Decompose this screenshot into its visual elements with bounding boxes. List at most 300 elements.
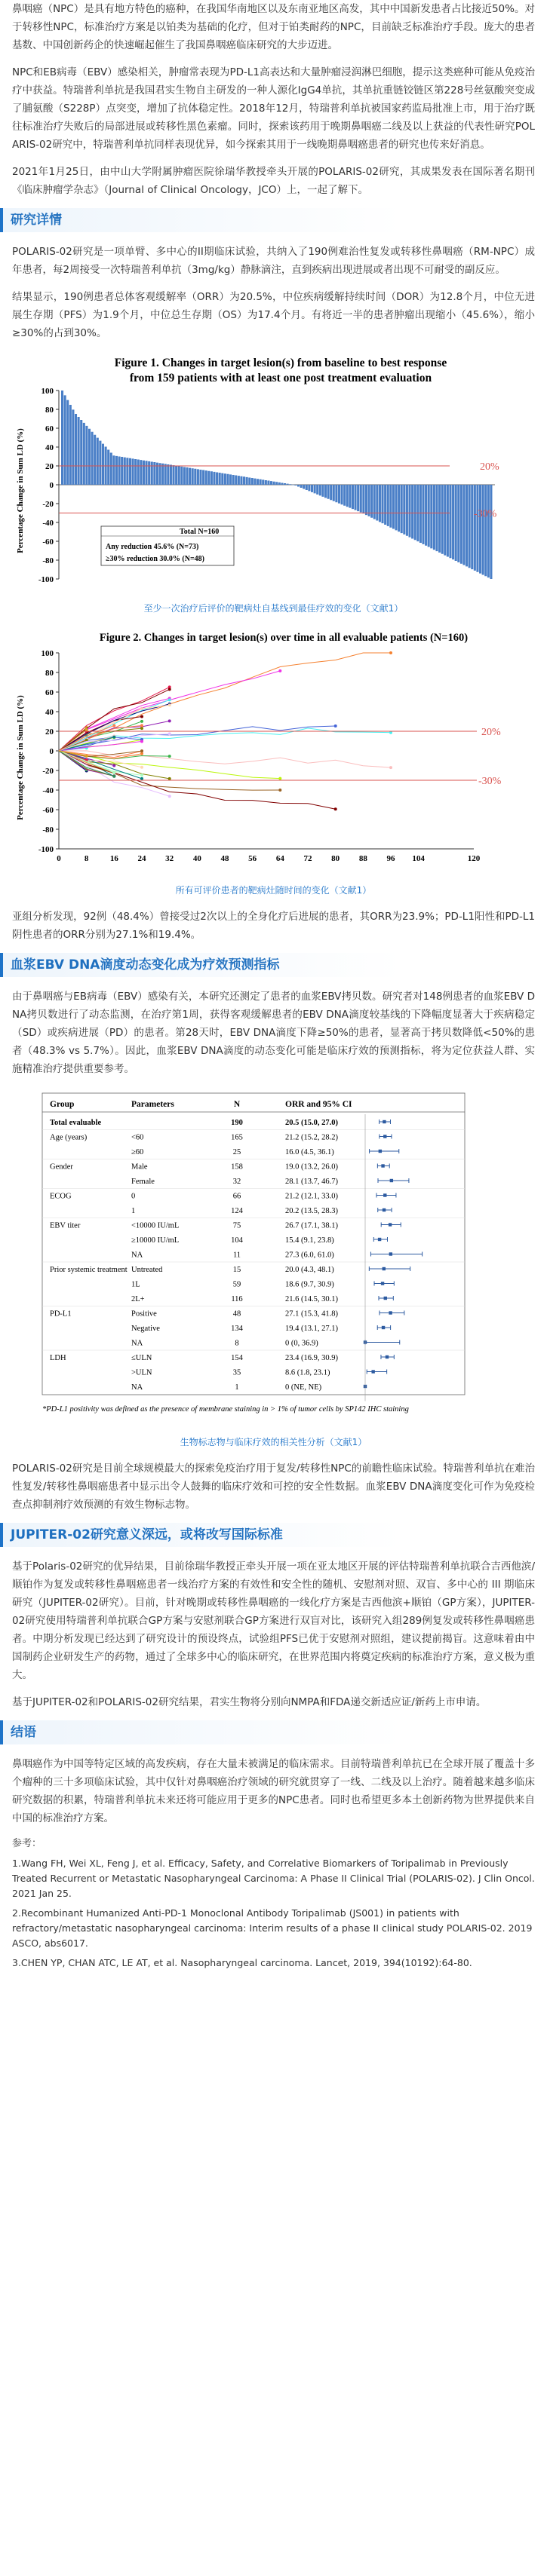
trajectory-point: [334, 724, 337, 727]
waterfall-bar: [373, 485, 376, 519]
waterfall-bar: [110, 453, 112, 485]
waterfall-bar: [248, 478, 250, 485]
row-parameter: NA: [131, 1383, 143, 1392]
trajectory-point: [140, 727, 143, 730]
waterfall-bar: [408, 485, 410, 538]
waterfall-bar: [134, 459, 137, 485]
waterfall-bar: [382, 485, 384, 523]
estimate-point: [383, 1120, 386, 1123]
waterfall-bar: [226, 474, 229, 485]
paragraph: 结果显示，190例患者总体客观缓解率（ORR）为20.5%，中位疾病缓解持续时间（DOR）为12.8个月，中位无进展生存期（PFS）为1.9个月，中位总生存期（OS）为17.4个月。有将近一半的患者肿瘤出现缩小（45.6%），缩小≥30%的占到30%。: [12, 291, 535, 339]
table-footnote: *PD-L1 positivity was defined as the presence of membrane staining in > 1% of tumor cells by SP142 IHC staining: [42, 1405, 409, 1414]
trajectory-point: [168, 703, 171, 706]
y-tick-label: -20: [42, 500, 54, 509]
patient-trajectory: [59, 671, 280, 751]
y-tick-label: -100: [38, 845, 54, 854]
estimate-point: [389, 1223, 392, 1226]
waterfall-bar: [61, 391, 63, 485]
waterfall-bar: [278, 482, 281, 485]
y-tick-label: -80: [42, 556, 54, 565]
waterfall-bar: [267, 481, 269, 485]
figure-2-spider: [12, 626, 535, 881]
trajectory-point: [140, 777, 143, 780]
waterfall-bar: [161, 464, 164, 485]
row-orr: 26.7 (17.1, 38.1): [285, 1221, 338, 1230]
trajectory-point: [334, 807, 337, 810]
table-head-n: N: [233, 1100, 241, 1109]
waterfall-bar: [107, 450, 109, 485]
trajectory-point: [140, 773, 143, 776]
waterfall-bar: [360, 485, 362, 513]
row-group: Total evaluable: [50, 1119, 102, 1127]
row-group: LDH: [50, 1354, 66, 1362]
intro-paragraph: 鼻咽癌（NPC）是具有地方特色的癌种，在我国华南地区以及东南亚地区高发，其中中国新发患者占比接近50%。对于转移性NPC，标准治疗方案是以铂类为基础的化疗，但对于铂类耐药的NPC，目前缺乏标准治疗手段。庞大的患者基数、中国创新药企的快速崛起催生了我国鼻咽癌临床研究的大步迈进。: [12, 3, 535, 51]
estimate-point: [386, 1355, 389, 1358]
waterfall-bar: [88, 429, 91, 485]
row-n: 124: [231, 1207, 243, 1215]
waterfall-bar: [343, 485, 346, 506]
row-parameter: <10000 IU/mL: [131, 1221, 180, 1230]
table-rows: [42, 1119, 465, 1392]
estimate-point: [383, 1267, 386, 1270]
row-parameter: 1: [131, 1207, 136, 1215]
waterfall-bar: [194, 469, 196, 485]
waterfall-bar: [221, 473, 223, 485]
waterfall-bar: [213, 472, 215, 485]
waterfall-bar: [260, 479, 262, 485]
waterfall-bar: [251, 478, 254, 485]
waterfall-bar: [167, 464, 169, 485]
waterfall-bar: [471, 485, 473, 569]
row-orr: 28.1 (13.7, 46.7): [285, 1178, 338, 1186]
waterfall-bar: [148, 461, 150, 485]
x-tick-label: 120: [467, 854, 481, 863]
waterfall-bar: [235, 476, 237, 485]
paragraph: 基于JUPITER-02和POLARIS-02研究结果，君实生物将分别向NMPA和FDA递交新适应证/新药上市申请。: [12, 1696, 487, 1708]
section-heading-conclusion: 结语: [0, 1720, 535, 1744]
x-tick-label: 48: [220, 854, 229, 863]
row-orr: 27.3 (6.0, 61.0): [285, 1251, 334, 1260]
waterfall-bar: [124, 458, 126, 485]
waterfall-bar: [238, 476, 240, 485]
waterfall-bar: [75, 414, 77, 485]
row-n: 15: [232, 1266, 241, 1274]
y-axis-label: Percentage Change in Sum LD (%): [16, 695, 25, 820]
waterfall-bar: [129, 458, 131, 485]
waterfall-bar: [170, 465, 172, 485]
waterfall-bar: [419, 485, 422, 543]
waterfall-bar: [146, 461, 148, 485]
forest-plot: [12, 1087, 535, 1426]
row-parameter: NA: [131, 1251, 143, 1260]
y-tick-label: -80: [42, 825, 54, 835]
waterfall-bar: [460, 485, 462, 564]
waterfall-bar: [91, 432, 94, 485]
waterfall-bar: [132, 458, 134, 485]
figure-caption: 至少一次治疗后评价的靶病灶自基线到最佳疗效的变化（文献1）: [143, 603, 404, 614]
waterfall-bar: [243, 476, 245, 485]
waterfall-bar: [462, 485, 465, 565]
estimate-point: [383, 1193, 386, 1196]
waterfall-bar: [403, 485, 405, 534]
reference-label-minus30: -30%: [474, 508, 497, 520]
trajectory-point: [389, 766, 392, 769]
waterfall-bar: [314, 485, 316, 493]
waterfall-bar: [140, 460, 142, 485]
row-n: 8: [235, 1339, 239, 1348]
waterfall-bar: [72, 409, 74, 485]
estimate-point: [382, 1326, 385, 1329]
paragraph: 由于鼻咽癌与EB病毒（EBV）感染有关，本研究还测定了患者的血浆EBV拷贝数。研究者对148例患者的血浆EBV DNA拷贝数进行了动态监测，在治疗第1周，获得客观缓解患者的EBV DNA滴度较基线的下降幅度显著大于疾病稳定（SD）或疾病进展（PD）的患者。第28天时，EBV DNA滴度下降≥50%的患者，显著高于拷贝数降低<50%的患者（48.3% vs 5.7%）。因此，血浆EBV DNA滴度的动态变化可能是临床疗效的预测指标，将为定位获益人群、实施精准治疗提供重要参考。: [12, 991, 535, 1075]
waterfall-bar: [281, 483, 283, 485]
waterfall-bar: [232, 475, 235, 485]
estimate-point: [384, 1297, 387, 1300]
y-tick-label: 20: [45, 727, 54, 737]
waterfall-bar: [346, 485, 349, 507]
trajectory-point: [140, 740, 143, 743]
waterfall-bar: [270, 481, 272, 485]
y-tick-label: 100: [41, 649, 54, 658]
estimate-point: [379, 1150, 382, 1153]
waterfall-bar: [192, 468, 194, 485]
row-parameter: 2L+: [131, 1295, 145, 1303]
waterfall-bar: [257, 479, 259, 485]
paragraph: 亚组分析发现，92例（48.4%）曾接受过2次以上的全身化疗后进展的患者，其ORR为23.9%；PD-L1阳性和PD-L1阴性患者的ORR分别为27.1%和19.4%。: [12, 911, 535, 941]
waterfall-bar: [376, 485, 378, 521]
legend-box: [101, 526, 234, 565]
waterfall-bar: [80, 420, 82, 485]
row-n: 66: [232, 1192, 241, 1201]
waterfall-bar: [387, 485, 389, 526]
row-n: 154: [231, 1354, 243, 1362]
row-parameter: ≥10000 IU/mL: [131, 1236, 180, 1245]
row-orr: 21.2 (12.1, 33.0): [285, 1192, 338, 1201]
waterfall-bar: [151, 462, 153, 485]
reference-item: 1.Wang FH, Wei XL, Feng J, et al. Efficacy, Safety, and Correlative Biomarkers of Toripalimab in Previously Treated Recurrent or Metastatic Nasopharyngeal Carcinoma: A Phase II Clinical Trial (POLARIS-02). J Clin Oncol. 2021 Jan 25.: [12, 1858, 535, 1899]
waterfall-bar: [327, 485, 330, 499]
waterfall-bar: [452, 485, 454, 559]
row-parameter: ≤ULN: [131, 1354, 152, 1362]
row-parameter: NA: [131, 1339, 143, 1348]
trajectory-point: [85, 755, 88, 758]
row-parameter: >ULN: [131, 1368, 152, 1377]
row-n: 165: [231, 1133, 243, 1142]
waterfall-bar: [352, 485, 354, 509]
table-head-orr: ORR and 95% CI: [285, 1100, 352, 1109]
row-orr: 21.6 (14.5, 30.1): [285, 1295, 338, 1303]
figure-caption: 所有可评价患者的靶病灶随时间的变化（文献1）: [175, 885, 372, 896]
row-group: Gender: [50, 1162, 73, 1172]
y-tick-label: -40: [42, 786, 54, 795]
waterfall-bar: [362, 485, 364, 513]
x-tick-label: 72: [303, 854, 312, 863]
row-orr: 19.4 (13.1, 27.1): [285, 1325, 338, 1333]
row-parameter: ≥60: [131, 1148, 144, 1156]
y-tick-label: 40: [45, 443, 54, 452]
waterfall-bar: [85, 426, 88, 485]
x-tick-label: 24: [137, 854, 146, 863]
y-tick-label: 100: [41, 387, 54, 396]
waterfall-bar: [316, 485, 318, 495]
trajectory-point: [278, 777, 281, 780]
waterfall-bar: [202, 470, 204, 485]
waterfall-bar: [219, 473, 221, 485]
row-parameter: Positive: [131, 1309, 157, 1319]
waterfall-bar: [428, 485, 430, 547]
estimate-point: [381, 1164, 384, 1167]
trajectory-point: [112, 736, 115, 739]
paragraph: POLARIS-02研究是目前全球规模最大的探索免疫治疗用于复发/转移性NPC的前瞻性临床试验。特瑞普利单抗在难治性复发/转移性鼻咽癌患者中显示出令人鼓舞的临床疗效和可控的安全性数据。血浆EBV DNA滴度变化可作为免疫检查点抑制剂疗效预测的有效生物标志物。: [12, 1463, 535, 1511]
waterfall-bar: [355, 485, 357, 510]
waterfall-bar: [430, 485, 432, 548]
waterfall-bar: [389, 485, 392, 528]
waterfall-bar: [97, 438, 99, 485]
waterfall-bar: [254, 479, 256, 485]
waterfall-bar: [330, 485, 332, 500]
spider-chart: [12, 626, 535, 874]
waterfall-bar: [143, 461, 145, 485]
row-orr: 20.5 (15.0, 27.0): [285, 1119, 338, 1127]
reference-item: 3.CHEN YP, CHAN ATC, LE AT, et al. Nasopharyngeal carcinoma. Lancet, 2019, 394(10192):64-80.: [12, 1957, 472, 1968]
table-frame: [42, 1093, 465, 1395]
waterfall-bar: [338, 485, 340, 504]
waterfall-bar: [422, 485, 424, 544]
row-parameter: Negative: [131, 1325, 160, 1333]
waterfall-bar: [441, 485, 444, 554]
row-n: 190: [231, 1119, 243, 1127]
trajectory-point: [140, 749, 143, 752]
waterfall-bar: [137, 460, 140, 485]
table-head-group: Group: [50, 1100, 75, 1109]
waterfall-bar: [199, 470, 201, 485]
waterfall-bar: [438, 485, 441, 553]
patient-trajectory: [59, 653, 391, 751]
row-n: 1: [235, 1383, 239, 1392]
references-title: 参考：: [12, 1838, 42, 1849]
waterfall-bar: [321, 485, 324, 497]
waterfall-bar: [401, 485, 403, 533]
waterfall-bar: [284, 483, 286, 485]
row-orr: 0 (NE, NE): [285, 1383, 322, 1392]
estimate-point: [390, 1179, 393, 1182]
estimate-point: [383, 1208, 386, 1211]
y-tick-label: -60: [42, 806, 54, 815]
waterfall-bar: [425, 485, 427, 546]
patient-trajectory: [59, 751, 391, 767]
row-n: 48: [232, 1309, 241, 1319]
y-tick-label: 20: [45, 462, 54, 471]
legend-total: Total N=160: [180, 528, 220, 536]
row-n: 59: [232, 1280, 241, 1289]
trajectory-point: [112, 724, 115, 727]
waterfall-bar: [186, 467, 188, 485]
waterfall-bar: [414, 485, 416, 540]
waterfall-bar: [164, 464, 167, 485]
trajectory-point: [168, 777, 171, 780]
waterfall-bar: [368, 485, 370, 516]
estimate-point: [371, 1370, 374, 1373]
waterfall-bar: [224, 473, 226, 485]
trajectory-point: [140, 715, 143, 718]
estimate-point: [389, 1311, 392, 1314]
x-tick-label: 40: [192, 854, 201, 863]
row-parameter: Female: [131, 1178, 155, 1186]
section-heading-study-details: 研究详情: [0, 208, 535, 232]
waterfall-bar: [379, 485, 381, 522]
waterfall-bar: [205, 470, 207, 485]
waterfall-bar: [69, 405, 72, 485]
trajectory-point: [168, 698, 171, 701]
trajectory-point: [278, 669, 281, 672]
waterfall-bar: [66, 400, 69, 485]
waterfall-bar: [476, 485, 478, 572]
y-tick-label: 80: [45, 669, 54, 678]
y-tick-label: -40: [42, 519, 54, 528]
paragraph: 鼻咽癌作为中国等特定区域的高发疾病，存在大量未被满足的临床需求。目前特瑞普利单抗已在全球开展了覆盖十多个瘤种的三十多项临床试验，其中仅针对鼻咽癌治疗领域的研究就贯穿了一线、二线及以上治疗。随着越来越多临床研究数据的积累，特瑞普利单抗未来还将可能应用于更多的NPC患者。同时也希望更多本土创新药物为世界提供来自中国的标准治疗方案。: [12, 1758, 535, 1824]
waterfall-bar: [173, 465, 175, 485]
y-tick-label: 0: [49, 747, 54, 756]
waterfall-bar: [392, 485, 395, 529]
x-tick-label: 56: [248, 854, 257, 863]
y-tick-label: -60: [42, 538, 54, 547]
waterfall-bar: [115, 456, 118, 485]
row-orr: 20.0 (4.3, 48.1): [285, 1266, 334, 1274]
figure-1-waterfall: [12, 351, 535, 599]
paragraph: 基于Polaris-02研究的优异结果，目前徐瑞华教授正牵头开展一项在亚太地区开展的评估特瑞普利单抗联合吉西他滨/顺铂作为复发或转移性鼻咽癌患者一线治疗方案的有效性和安全性的随机、安慰剂对照、双盲、多中心的 III 期临床研究（JUPITER-02研究）。目前，针对晚期或转移性鼻咽癌的一线化疗方案是吉西他滨+顺铂（GP方案），JUPITER-02研究使用特瑞普利单抗联合GP方案与安慰剂联合GP方案进行双盲对比，该研究入组289例复发或转移性鼻咽癌患者。中期分析发现已经达到了研究设计的预设终点，试验组PFS已优于安慰剂对照组，建议提前揭盲。这意味着由中国制药企业研发生产的药物，通过了全球多中心的临床研究，在世界范围内将奠定疾病的标准治疗方案，意义极为重大。: [12, 1561, 535, 1681]
waterfall-bar: [289, 484, 291, 485]
y-tick-label: 40: [45, 708, 54, 717]
y-tick-label: 80: [45, 406, 54, 415]
row-orr: 27.1 (15.3, 41.8): [285, 1309, 338, 1319]
trajectory-point: [140, 724, 143, 727]
reference-item: 2.Recombinant Humanized Anti-PD-1 Monoclonal Antibody Toripalimab (JS001) in patients with refractory/metastatic nasopharyngeal carcinoma: Interim results of a phase II clinical study POLARIS-02. 2019 ASCO, abs6017.: [12, 1907, 533, 1949]
reference-label-20: 20%: [481, 727, 501, 738]
waterfall-bar: [99, 441, 101, 485]
waterfall-bar: [474, 485, 476, 571]
references: [12, 1836, 535, 1971]
waterfall-bar: [487, 485, 490, 577]
waterfall-bar: [311, 485, 313, 492]
trajectory-point: [112, 771, 115, 774]
row-n: 116: [231, 1295, 243, 1303]
x-tick-label: 104: [412, 854, 425, 863]
section-heading-ebv: 血浆EBV DNA滴度动态变化成为疗效预测指标: [0, 953, 535, 977]
waterfall-bar: [333, 485, 335, 501]
intro: [12, 0, 535, 199]
waterfall-bar: [349, 485, 351, 508]
waterfall-bar: [447, 485, 449, 557]
row-orr: 21.2 (15.2, 28.2): [285, 1133, 338, 1142]
waterfall-bar: [484, 485, 487, 576]
waterfall-bar: [273, 482, 275, 485]
trajectory-point: [168, 688, 171, 691]
waterfall-bar: [365, 485, 367, 515]
row-n: 32: [232, 1178, 241, 1186]
waterfall-bar: [216, 473, 218, 485]
waterfall-bar: [469, 485, 471, 568]
waterfall-bar: [229, 474, 232, 485]
waterfall-bar: [384, 485, 386, 525]
trajectory-point: [140, 720, 143, 723]
row-orr: 20.2 (13.5, 28.3): [285, 1207, 338, 1215]
y-axis-label: Percentage Change in Sum LD (%): [16, 428, 25, 553]
estimate-point: [381, 1282, 384, 1285]
estimate-point: [378, 1238, 381, 1241]
waterfall-bar: [395, 485, 397, 530]
waterfall-bar: [306, 485, 308, 490]
chart-title: from 159 patients with at least one post treatment evaluation: [129, 372, 432, 384]
row-group: Age (years): [50, 1133, 88, 1142]
legend-any-reduction: Any reduction 45.6% (N=73): [106, 543, 199, 551]
waterfall-bar: [207, 471, 210, 485]
section-heading-jupiter: JUPITER-02研究意义深远，或将改写国际标准: [0, 1523, 535, 1547]
x-tick-label: 80: [331, 854, 340, 863]
waterfall-bar: [308, 485, 310, 491]
waterfall-bar: [324, 485, 327, 498]
row-group: Prior systemic treatment: [50, 1266, 128, 1274]
waterfall-bar: [246, 477, 248, 485]
waterfall-bar: [319, 485, 321, 495]
waterfall-bar: [433, 485, 435, 550]
paragraph: POLARIS-02研究是一项单臂、多中心的II期临床试验，共纳入了190例难治性复发或转移性鼻咽癌（RM-NPC）成年患者，每2周接受一次特瑞普利单抗（3mg/kg）静脉滴注，直到疾病出现进展或者出现不可耐受的副反应。: [12, 246, 535, 276]
intro-paragraph: NPC和EB病毒（EBV）感染相关，肿瘤常表现为PD-L1高表达和大量肿瘤浸润淋巴细胞，提示这类癌种可能从免疫治疗中获益。特瑞普利单抗是我国君实生物自主研发的一种人源化IgG4单抗，其单抗重链铰链区第228号丝氨酸突变成了脯氨酸（S228P）点突变，增加了抗体稳定性。2018年12月，特瑞普利单抗被国家药监局批准上市，用于治疗既往标准治疗失败后的局部进展或转移性黑色素瘤。同时，探索该药用于晚期鼻咽癌二线及以上获益的代表性研究POLARIS-02研究中，特瑞普利单抗同样表现优异，如今探索其用于一线晚期鼻咽癌患者的研究也传来好消息。: [12, 66, 535, 151]
y-tick-label: -100: [38, 575, 54, 584]
x-tick-label: 32: [165, 854, 174, 863]
chart-title: Figure 2. Changes in target lesion(s) over time in all evaluable patients (N=160): [99, 632, 469, 644]
row-n: 104: [231, 1236, 243, 1245]
waterfall-bar: [444, 485, 446, 556]
legend-30-reduction: ≥30% reduction 30.0% (N=48): [106, 555, 204, 563]
waterfall-bar: [64, 395, 66, 485]
figure-caption: 生物标志物与临床疗效的相关性分析（文献1）: [180, 1437, 367, 1447]
y-tick-label: 60: [45, 424, 54, 433]
reference-label-minus30: -30%: [478, 776, 502, 787]
y-tick-label: 60: [45, 688, 54, 697]
waterfall-bar: [479, 485, 481, 574]
waterfall-bar: [303, 485, 305, 489]
row-orr: 8.6 (1.8, 23.1): [285, 1368, 330, 1377]
trajectory-point: [140, 766, 143, 769]
trajectory-point: [140, 752, 143, 755]
row-n: 75: [232, 1221, 241, 1230]
waterfall-bar: [482, 485, 484, 575]
waterfall-bar: [341, 485, 343, 504]
x-tick-label: 64: [275, 854, 284, 863]
trajectory-point: [168, 795, 171, 798]
row-orr: 16.0 (4.5, 36.1): [285, 1148, 334, 1156]
trajectory-point: [112, 775, 115, 778]
waterfall-bar: [455, 485, 457, 561]
waterfall-bar: [406, 485, 408, 536]
y-tick-label: 0: [49, 481, 54, 490]
row-parameter: Untreated: [131, 1266, 163, 1274]
trajectory-point: [389, 651, 392, 654]
waterfall-bar: [78, 417, 80, 485]
waterfall-bar: [357, 485, 359, 511]
waterfall-chart: [12, 351, 535, 593]
row-orr: 18.6 (9.7, 30.9): [285, 1280, 334, 1289]
row-orr: 15.4 (9.1, 23.8): [285, 1236, 334, 1245]
waterfall-bar: [262, 479, 264, 485]
waterfall-bar: [398, 485, 400, 531]
x-tick-label: 88: [358, 854, 367, 863]
row-group: EBV titer: [50, 1221, 81, 1230]
reference-label-20: 20%: [480, 461, 499, 473]
x-tick-label: 16: [109, 854, 118, 863]
waterfall-bar: [94, 435, 96, 485]
trajectory-point: [168, 732, 171, 735]
waterfall-bar: [102, 444, 104, 485]
